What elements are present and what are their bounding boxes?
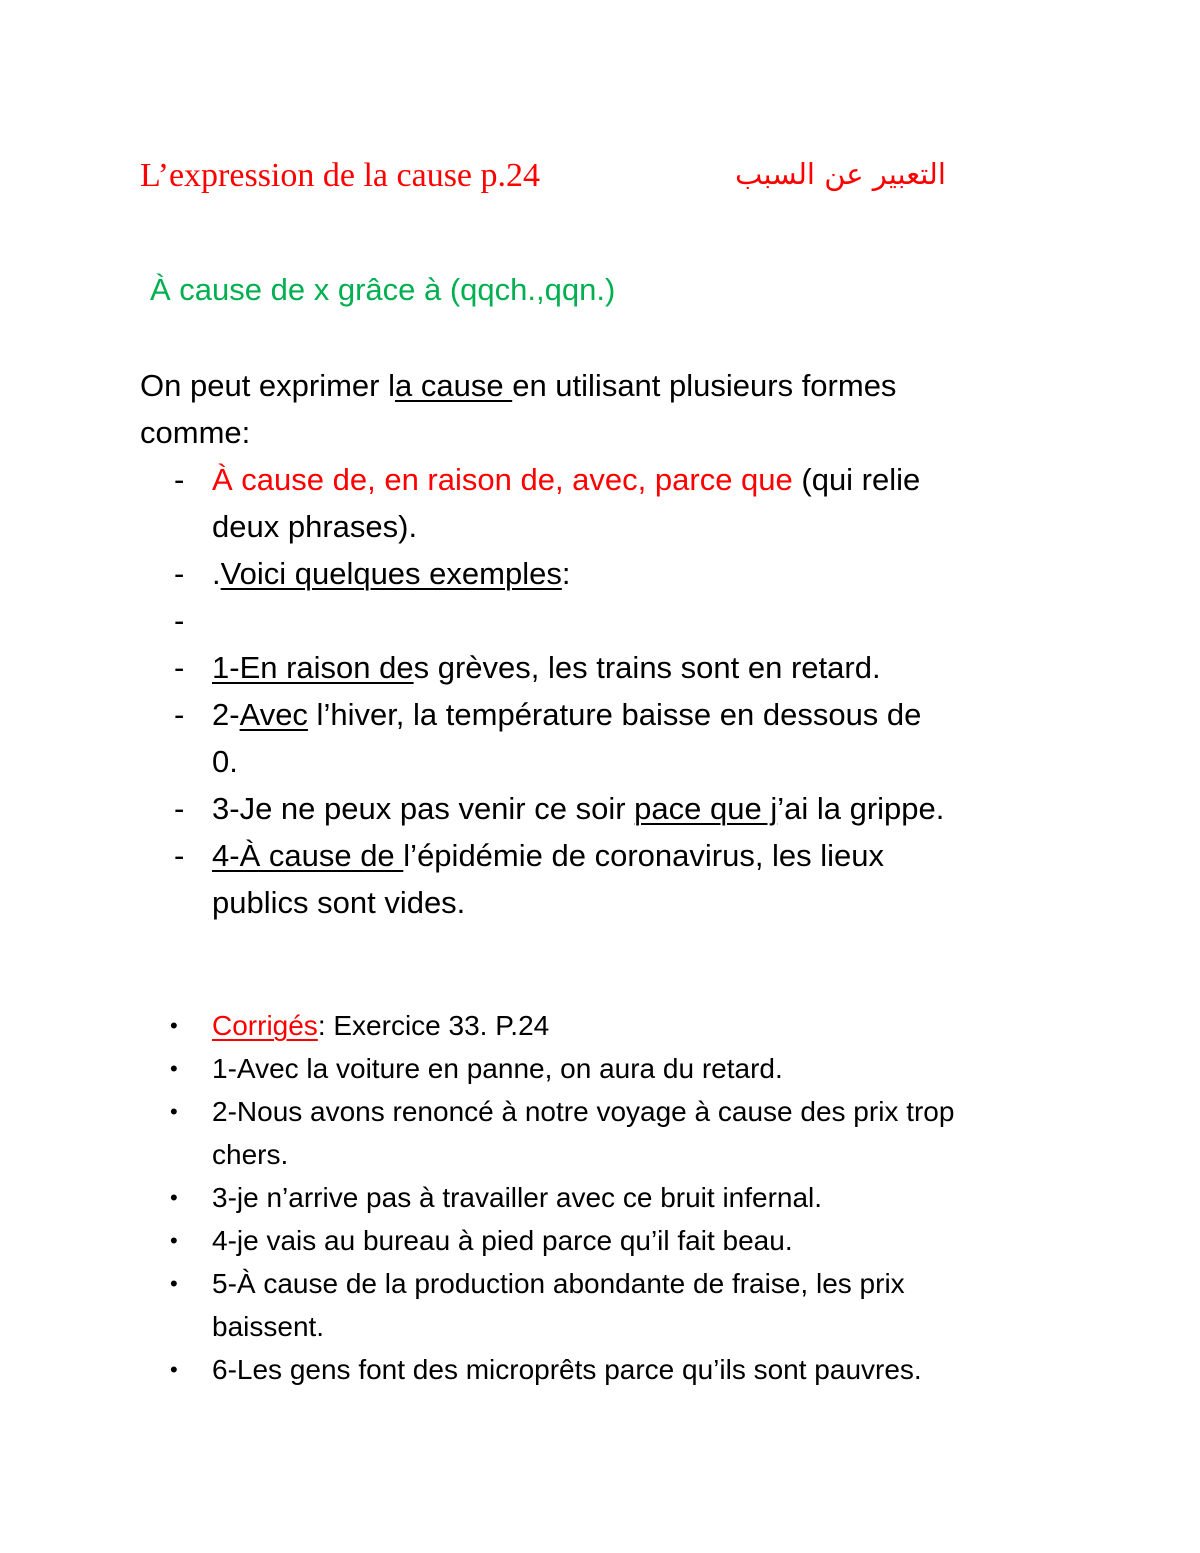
list-item-line bbox=[212, 550, 1100, 597]
subtitle: À cause de x grâce à (qqch.,qqn.) bbox=[150, 272, 616, 307]
list-item bbox=[140, 691, 1100, 785]
intro-underlined-cause: a cause bbox=[395, 368, 513, 403]
bullet-marker: • bbox=[170, 1271, 178, 1296]
dash-marker: - bbox=[174, 791, 185, 826]
list-item-line: 2-Nous avons renoncé à notre voyage à cause des prix trop bbox=[212, 1096, 955, 1127]
list-item-line: 0. bbox=[212, 744, 238, 779]
list-item bbox=[140, 550, 1100, 597]
list-item bbox=[140, 1090, 1100, 1176]
list-item bbox=[140, 1262, 1100, 1348]
example-keyword: Avec bbox=[239, 697, 308, 732]
bullet-marker: • bbox=[170, 1099, 178, 1124]
dash-marker: - bbox=[174, 838, 185, 873]
list-item-text: : bbox=[561, 556, 571, 591]
list-item-line: 5-À cause de la production abondante de fraise, les prix bbox=[212, 1268, 905, 1299]
list-item bbox=[140, 1004, 1100, 1047]
list-item-text: 2- bbox=[212, 697, 240, 732]
list-item-text: : Exercice 33. P.24 bbox=[317, 1010, 550, 1041]
cause-forms-highlight: À cause de, en raison de, avec, parce que bbox=[212, 462, 793, 497]
page-title-arabic: التعبير عن السبب bbox=[735, 157, 946, 191]
list-item-line: chers. bbox=[212, 1139, 289, 1170]
list-item bbox=[140, 1348, 1100, 1391]
bullet-marker: • bbox=[170, 1228, 178, 1253]
list-item-line bbox=[212, 785, 1100, 832]
dash-marker: - bbox=[174, 697, 185, 732]
bullet-marker: • bbox=[170, 1056, 178, 1081]
intro-line-2: comme: bbox=[140, 415, 251, 450]
examples-heading: Voici quelques exemples bbox=[220, 556, 562, 591]
page-title: L’expression de la cause p.24 bbox=[140, 157, 541, 194]
bullet-marker: • bbox=[170, 1357, 178, 1382]
list-item-text: s grèves, les trains sont en retard. bbox=[413, 650, 881, 685]
list-item-line: 1-Avec la voiture en panne, on aura du retard. bbox=[212, 1053, 783, 1084]
list-item-text: l’épidémie de coronavirus, les lieux bbox=[403, 838, 885, 873]
list-item-line: publics sont vides. bbox=[212, 885, 466, 920]
list-item-line bbox=[212, 691, 1100, 738]
list-item-line: 4-je vais au bureau à pied parce qu’il fait beau. bbox=[212, 1225, 793, 1256]
list-item bbox=[140, 785, 1100, 832]
intro-text-start: On peut exprimer l bbox=[140, 368, 395, 403]
example-keyword: 1-En raison de bbox=[212, 650, 414, 685]
bullet-marker: • bbox=[170, 1185, 178, 1210]
list-item-line bbox=[212, 597, 1100, 644]
list-item-line: baissent. bbox=[212, 1311, 325, 1342]
list-item-text: ’ai la grippe. bbox=[777, 791, 945, 826]
list-item bbox=[140, 1047, 1100, 1090]
dash-marker: - bbox=[174, 650, 185, 685]
intro-text-end: en utilisant plusieurs formes bbox=[512, 368, 897, 403]
bullet-marker: • bbox=[170, 1013, 178, 1038]
list-item bbox=[140, 644, 1100, 691]
list-item bbox=[140, 1176, 1100, 1219]
example-keyword: 4-À cause de bbox=[212, 838, 404, 873]
list-item-text: l’hiver, la température baisse en dessous de bbox=[307, 697, 922, 732]
list-item bbox=[140, 832, 1100, 926]
list-item-text: (qui relie bbox=[792, 462, 921, 497]
example-keyword: pace que j bbox=[634, 791, 778, 826]
dash-marker: - bbox=[174, 462, 185, 497]
corrections-list bbox=[140, 1004, 1100, 1391]
list-item-empty bbox=[140, 597, 1100, 644]
list-item-line bbox=[212, 456, 1100, 503]
list-item bbox=[140, 456, 1100, 550]
dash-marker: - bbox=[174, 556, 185, 591]
list-item-text: . bbox=[212, 556, 221, 591]
dash-marker: - bbox=[174, 603, 185, 638]
list-item-line: 6-Les gens font des microprêts parce qu’ils sont pauvres. bbox=[212, 1354, 922, 1385]
list-item-line bbox=[212, 1004, 1100, 1047]
intro-line-1 bbox=[140, 362, 1100, 409]
intro-paragraph bbox=[140, 362, 1100, 456]
forms-list bbox=[140, 456, 1100, 926]
list-item-line bbox=[212, 832, 1100, 879]
corrections-heading: Corrigés bbox=[212, 1010, 318, 1041]
list-item bbox=[140, 1219, 1100, 1262]
list-item-line: 3-je n’arrive pas à travailler avec ce bruit infernal. bbox=[212, 1182, 823, 1213]
list-item-line bbox=[212, 644, 1100, 691]
list-item-line: deux phrases). bbox=[212, 509, 418, 544]
list-item-text: 3-Je ne peux pas venir ce soir bbox=[212, 791, 635, 826]
